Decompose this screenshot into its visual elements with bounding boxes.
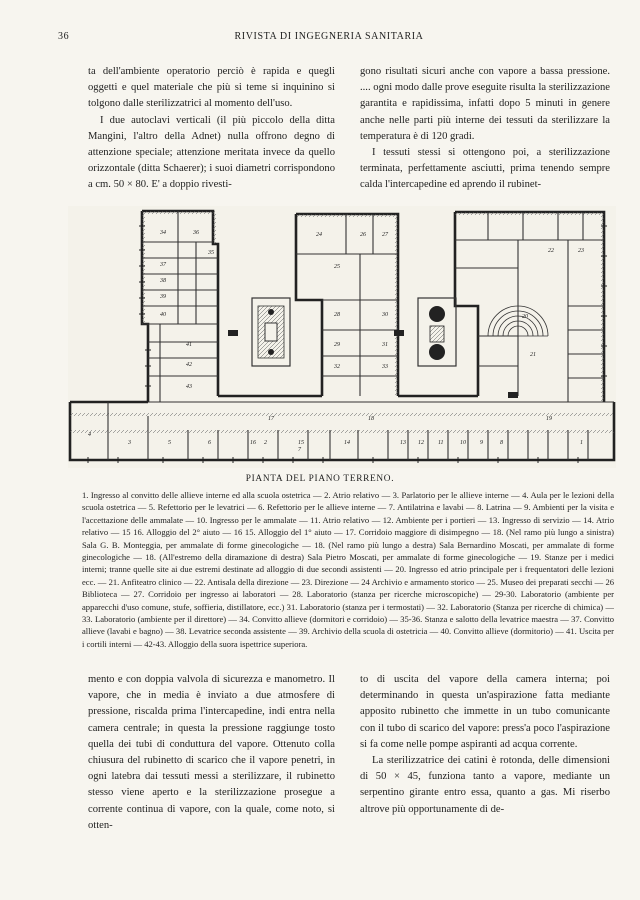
room-number-label: 35: [208, 250, 214, 256]
room-number-label: 30: [382, 312, 388, 318]
room-number-label: 22: [548, 248, 554, 254]
top-left-column: [88, 64, 335, 192]
figure-caption: PIANTA DEL PIANO TERRENO.: [245, 474, 395, 484]
room-number-label: 1: [580, 440, 583, 446]
bottom-right-column: [360, 672, 610, 868]
room-number-label: 21: [530, 352, 536, 358]
floor-plan-drawing: [68, 206, 616, 468]
room-number-label: 25: [334, 264, 340, 270]
paragraph: La sterilizzatrice dei catini è rotonda, delle dimensioni di 50 × 45, funziona tanto a vapore, mediante un serpentino girante entro essa, quanto a gas. Mi riserbo altrove più opportunamente di de-: [360, 755, 610, 815]
bottom-left-column: [88, 672, 335, 868]
room-number-label: 37: [160, 262, 166, 268]
paragraph: I due autoclavi verticali (il più piccolo della ditta Mangini, l'altro della Adnet) nulla offrono degno di attenzione speciale; attenzione meritata invece da quello orizzontale (ditta Schaerer); i suoi diametri corrispondono a cm. 50 × 80. E' a doppio rivesti-: [88, 114, 335, 191]
room-number-label: 15: [298, 440, 304, 446]
room-number-label: 20: [522, 314, 528, 320]
figure-legend: [82, 489, 614, 654]
room-number-label: 18: [368, 416, 374, 422]
room-number-label: 2: [264, 440, 267, 446]
paragraph: ta dell'ambiente operatorio perciò è rapida e quegli oggetti e quel materiale che più si teme si inquinino si tolgono dalle sterilizzatrici al momento dell'uso.: [88, 66, 335, 110]
room-number-label: 31: [382, 342, 388, 348]
room-number-label: 23: [578, 248, 584, 254]
room-number-label: 42: [186, 362, 192, 368]
page-number: 36: [58, 31, 70, 42]
room-number-label: 43: [186, 384, 192, 390]
room-number-label: 27: [382, 232, 388, 238]
paragraph: I tessuti stessi si ottengono poi, a sterilizzazione terminata, perfettamente asciutti, prima tenendo sempre calda l'intercapedine ed aprendo il rubinet-: [360, 147, 610, 191]
room-number-label: 24: [316, 232, 322, 238]
room-number-label: 29: [334, 342, 340, 348]
room-number-label: 12: [418, 440, 424, 446]
room-number-label: 14: [344, 440, 350, 446]
room-number-label: 11: [438, 440, 444, 446]
room-number-label: 38: [160, 278, 166, 284]
room-number-label: 19: [546, 416, 552, 422]
room-number-label: 26: [360, 232, 366, 238]
room-number-label: 16: [250, 440, 256, 446]
running-header: [58, 31, 600, 45]
room-number-label: 3: [128, 440, 131, 446]
paragraph: gono risultati sicuri anche con vapore a bassa pressione. .... ogni modo dalle prove eseguite risulta la sterilizzazione garantita e rapidissima, infatti dopo 5 minuti in genere anche nelle parti più interne dei tessuti da sterilizzare la temperatura è di 120 gradi.: [360, 66, 610, 142]
room-number-label: 8: [500, 440, 503, 446]
room-number-label: 34: [160, 230, 166, 236]
room-number-label: 13: [400, 440, 406, 446]
room-number-label: 9: [480, 440, 483, 446]
plan-background: [68, 206, 616, 468]
paragraph: to di uscita del vapore della camera interna; poi determinando in questa un'aspirazione fatta mediante apposito rubinetto che immette in un tubo comunicante con il tubo di scarico del vapore: press'a poco l'aspirazione si fa come nelle pompe aspiranti ad acqua corrente.: [360, 674, 610, 750]
top-right-column: [360, 64, 610, 192]
room-number-label: 33: [382, 364, 388, 370]
room-number-label: 40: [160, 312, 166, 318]
room-number-label: 10: [460, 440, 466, 446]
floor-plan-figure: [68, 206, 616, 468]
room-number-label: 5: [168, 440, 171, 446]
room-number-label: 36: [193, 230, 199, 236]
room-number-label: 28: [334, 312, 340, 318]
legend-text: 1. Ingresso al convitto delle allieve interne ed alla scuola ostetrica — 2. Atrio relativo — 3. Parlatorio per le allieve interne — 4. Aula per le lezioni della scuola ostetrica — 5. Refettorio per le levatrici — 6. Refettorio per le allieve interne — 7. Antilatrina e lavabi — 8. Latrina — 9. Ambienti per la visita e l'accettazione delle ammalate — 10. Ingresso per le ammalate — 11. Atrio relativo — 12. Ambiente per i portieri — 13. Ingresso di servizio — 14. Atrio relativo — 15 16. Alloggio del 2° aiuto — 16 15. Alloggio del 1° aiuto — 17. Corridoio maggiore di disimpegno — 18. (Nel ramo più lungo a sinistra) Sala G. B. Monteggia, per ammalate di forme ginecologiche — 18. (Nel ramo più lungo a destra) Sala Bernardino Moscati, per ammalate di forme ginecologiche — 18. (All'estremo della diramazione di destra) Sala Pietro Moscati, per ammalate di forme ginecologiche — 19. Stanze per i medici interni; tranne quelle site ai due estremi destinate ad alloggio di due secondi assistenti — 20. Ingresso ed atrio principale per i frequentatori delle lezioni ecc. — 21. Anfiteatro clinico — 22. Antisala della direzione — 23. Direzione — 24 Archivio e armamento storico — 25. Museo dei preparati secchi — 26 Biblioteca — 27. Corridoio per ingresso ai laboratori — 28. Laboratorio (stanza per ricerche microscopiche) — 29-30. Laboratorio (ambiente per apparecchi d'uso comune, stufe, soffieria, distillatore, ecc.) 31. Laboratorio (stanza per i termostati) — 32. Laboratorio (Stanza per ricerche di chimica) — 33. Laboratorio (ambiente per il direttore) — 34. Convitto allieve (dormitori e corridoio) — 35-36. Stanza e salotto della levatrice maestra — 37. Convitto allieve (lavabi e bagno) — 38. Levatrice seconda assistente — 39. Archivio della scuola di ostetricia — 40. Convitto allieve (dormitorio) — 41. Uscita per i cortili interni — 42-43. Alloggio della suora ispettrice superiora.: [82, 490, 614, 649]
left-courtyard-pavilion: [252, 298, 290, 366]
room-number-label: 39: [160, 294, 166, 300]
room-number-label: 17: [268, 416, 274, 422]
room-number-label: 7: [298, 447, 301, 453]
journal-title: RIVISTA DI INGEGNERIA SANITARIA: [234, 31, 424, 42]
paragraph: mento e con doppia valvola di sicurezza e manometro. Il vapore, che in media è inviato a due atmosfere di pressione, riscalda prima l'intercapedine, indi entra nella camera centrale; in questa la pressione raggiunge tosto quella dei tubi di conduttura del vapore. Ottenuto colla chiusura del rubinetto di scarico che il vapore penetri, in ogni latebra dai tessuti messi a sterilizzare, il rubinetto stesso viene aperto e la sterilizzazione prosegue a corrente continua di vapore, con la quale, come noto, si otten-: [88, 674, 335, 831]
room-number-label: 6: [208, 440, 211, 446]
room-number-label: 32: [334, 364, 340, 370]
room-number-label: 4: [88, 432, 91, 438]
room-number-label: 41: [186, 342, 192, 348]
